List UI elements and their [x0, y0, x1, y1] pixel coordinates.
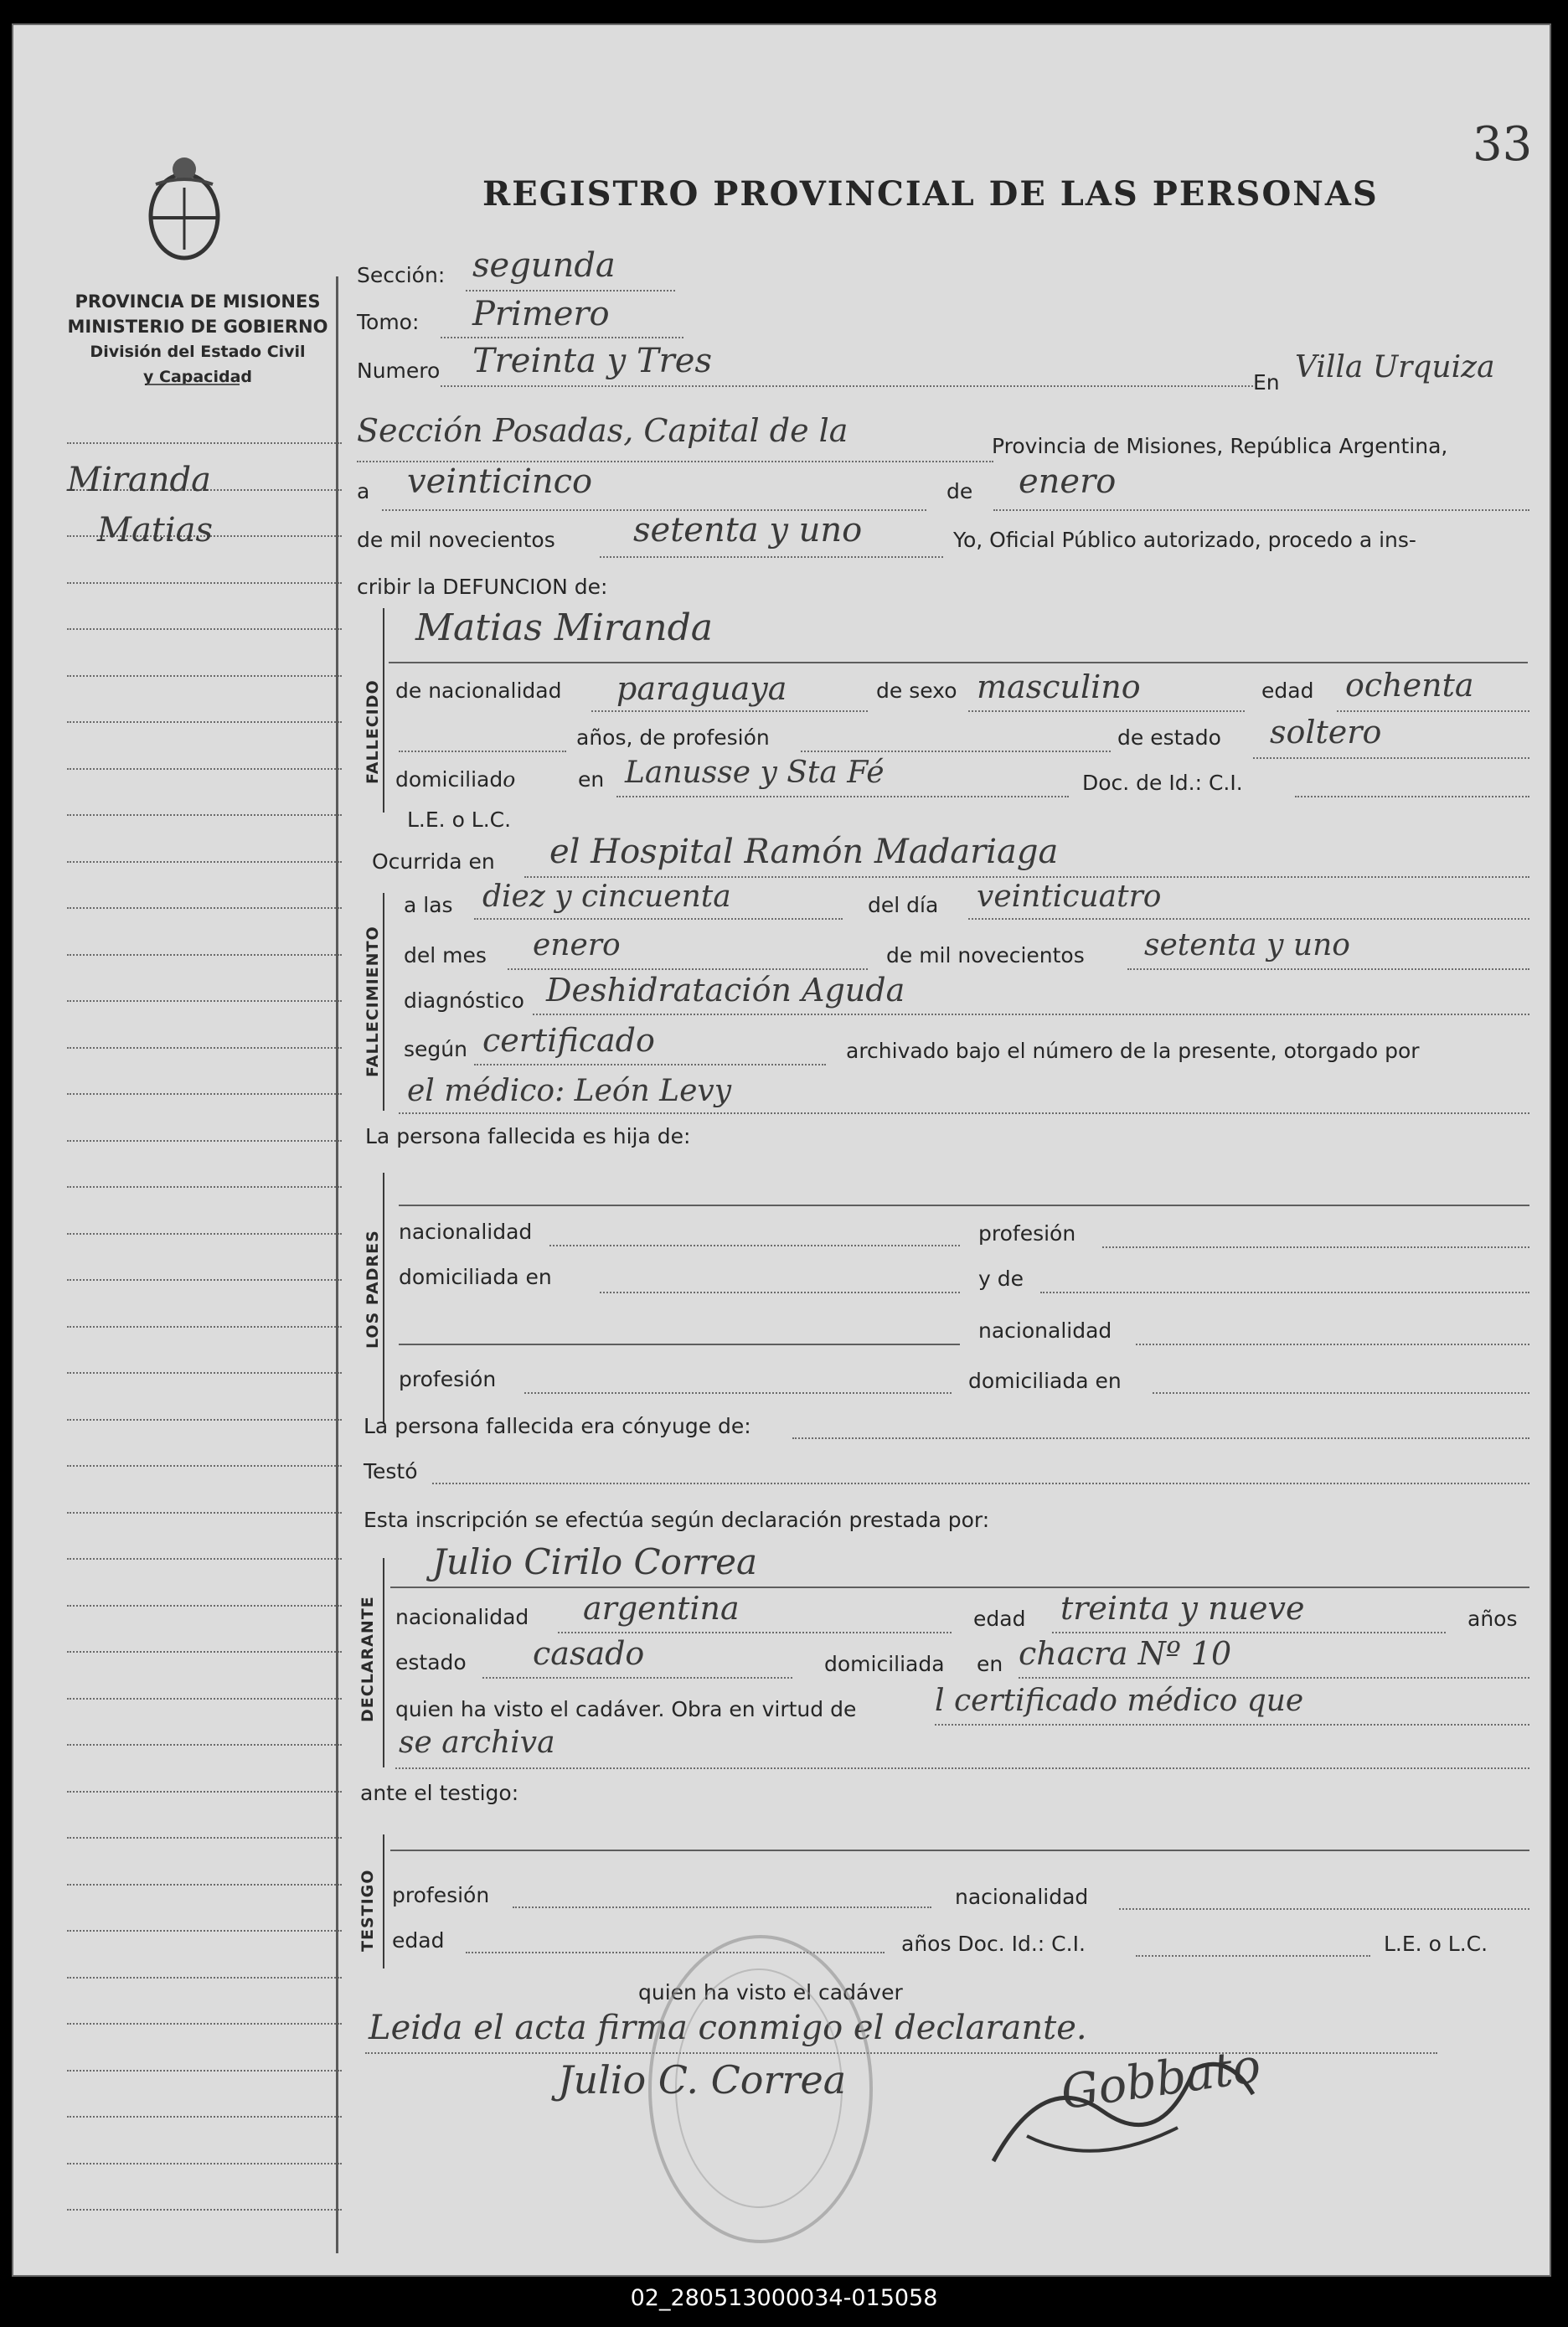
section-fallecimiento: FALLECIMIENTO	[364, 926, 382, 1077]
label-doc-id: Doc. de Id.: C.I.	[1082, 771, 1243, 795]
section-padres: LOS PADRES	[364, 1230, 382, 1349]
label-anos-profesion: años, de profesión	[576, 725, 770, 750]
margin-rule	[67, 1372, 342, 1374]
line-anios	[399, 751, 566, 752]
value-domiciliad-suffix: o	[503, 767, 516, 792]
value-anio: setenta y uno	[633, 511, 863, 550]
label-testigo-anos-doc: años Doc. Id.: C.I.	[901, 1932, 1086, 1956]
label-tomo: Tomo:	[357, 310, 420, 334]
label-archivado: archivado bajo el número de la presente, otorgado por	[846, 1039, 1420, 1063]
label-numero: Numero	[357, 359, 441, 383]
value-medico: el médico: León Levy	[407, 1074, 732, 1108]
line-dia-fallec	[968, 918, 1529, 920]
margin-rule	[67, 1140, 342, 1142]
line-tomo	[441, 337, 683, 338]
line-domicilio	[616, 796, 1069, 797]
line-diagnostico	[533, 1014, 1529, 1015]
margin-surname: Miranda	[67, 461, 211, 499]
line-madre-nombre	[399, 1344, 960, 1345]
value-decl-edad: treinta y nueve	[1060, 1590, 1305, 1627]
value-declarante: Julio Cirilo Correa	[432, 1541, 758, 1582]
line-obra	[935, 1724, 1529, 1726]
value-hora: diez y cincuenta	[482, 880, 731, 914]
line-madre-profesion	[524, 1392, 952, 1394]
label-madre-nacionalidad: nacionalidad	[978, 1318, 1112, 1343]
line-padre-nacionalidad	[549, 1245, 960, 1246]
coat-of-arms-emblem	[141, 151, 228, 265]
label-testo: Testó	[364, 1459, 418, 1483]
margin-rule	[67, 1605, 342, 1607]
margin-rule	[67, 2070, 342, 2072]
line-y-de	[1040, 1292, 1529, 1293]
value-edad: ochenta	[1345, 667, 1474, 704]
line-decl-nacionalidad	[558, 1632, 952, 1633]
line-decl-domicilio	[1019, 1677, 1529, 1679]
margin-rule	[67, 907, 342, 909]
line-edad	[1337, 710, 1529, 712]
line-seccion	[466, 290, 675, 292]
line-testigo-nombre	[390, 1850, 1529, 1851]
margin-rule	[67, 1093, 342, 1095]
label-del-dia: del día	[868, 893, 939, 917]
padres-bracket	[383, 1173, 384, 1424]
margin-rule	[67, 1558, 342, 1560]
label-domiciliad-text: domiciliad	[395, 767, 503, 792]
margin-rule	[67, 1000, 342, 1002]
line-madre-nacionalidad	[1136, 1344, 1529, 1345]
margin-rule	[67, 2116, 342, 2118]
line-testigo-nacionalidad	[1119, 1908, 1529, 1910]
line-testigo-doc	[1136, 1955, 1370, 1957]
line-anio-fallec	[1127, 968, 1529, 970]
margin-rule	[67, 1047, 342, 1049]
margin-rule	[67, 628, 342, 630]
line-decl-estado	[482, 1677, 792, 1679]
line-anio	[600, 556, 943, 558]
label-edad: edad	[1261, 678, 1314, 703]
line-obra2	[395, 1767, 1529, 1769]
margin-rule	[67, 582, 342, 584]
label-ocurrida-en: Ocurrida en	[372, 849, 495, 874]
label-de-estado: de estado	[1117, 725, 1221, 750]
margin-rule	[67, 1651, 342, 1653]
label-de-mil: de mil novecientos	[357, 528, 555, 552]
value-en: Villa Urquiza	[1295, 350, 1495, 384]
value-decl-domicilio: chacra Nº 10	[1019, 1635, 1232, 1672]
header-divider	[147, 384, 240, 385]
line-madre-domiciliada	[1153, 1392, 1529, 1394]
label-de-mil-nov: de mil novecientos	[886, 943, 1085, 967]
line-numero	[441, 385, 1253, 387]
label-segun: según	[404, 1037, 467, 1061]
label-padre-domiciliada: domiciliada en	[399, 1265, 552, 1289]
margin-rule	[67, 1465, 342, 1467]
line-hora	[474, 918, 843, 920]
label-decl-en: en	[977, 1652, 1003, 1676]
label-hija-de: La persona fallecida es hija de:	[365, 1124, 691, 1148]
value-seccion: segunda	[472, 246, 616, 285]
label-decl-estado: estado	[395, 1650, 467, 1674]
line-mes	[993, 509, 1529, 511]
value-anio-fallec: setenta y uno	[1144, 928, 1350, 962]
page-number: 33	[1473, 117, 1533, 172]
margin-rule	[67, 814, 342, 816]
fallecimiento-bracket	[383, 893, 384, 1111]
value-segun: certificado	[482, 1022, 655, 1059]
value-ocurrida: el Hospital Ramón Madariaga	[549, 833, 1059, 871]
label-conyuge: La persona fallecida era cónyuge de:	[364, 1414, 751, 1438]
fallecido-bracket	[383, 608, 384, 813]
value-sexo: masculino	[977, 668, 1141, 705]
line-medico	[399, 1112, 1529, 1114]
margin-divider	[336, 276, 338, 2253]
label-a: a	[357, 479, 370, 503]
label-y-de: y de	[978, 1267, 1024, 1291]
label-del-mes: del mes	[404, 943, 487, 967]
line-sexo	[968, 710, 1245, 712]
declarante-bracket	[383, 1558, 384, 1767]
margin-rule	[67, 1326, 342, 1328]
value-dia: veinticinco	[407, 462, 593, 501]
label-quien-visto-testigo: quien ha visto el cadáver	[638, 1980, 903, 2005]
value-numero: Treinta y Tres	[472, 342, 712, 380]
label-padre-profesion: profesión	[978, 1221, 1076, 1246]
office-province: PROVINCIA DE MISIONES	[75, 292, 321, 312]
office-capacity: y Capacidad	[143, 368, 252, 386]
label-inscribir: cribir la DEFUNCION de:	[357, 575, 608, 599]
line-nombre	[389, 662, 1528, 663]
value-decl-estado: casado	[533, 1635, 645, 1672]
label-de-nacionalidad: de nacionalidad	[395, 678, 562, 703]
line-padre-domiciliada	[600, 1292, 960, 1293]
value-obra: l certificado médico que	[935, 1684, 1304, 1718]
label-padre-nacionalidad: nacionalidad	[399, 1220, 533, 1244]
line-testo	[432, 1483, 1529, 1484]
label-en: En	[1253, 370, 1280, 395]
label-de: de	[946, 479, 973, 503]
value-nombre: Matias Miranda	[415, 606, 713, 649]
margin-rule	[67, 442, 342, 444]
value-obra2: se archiva	[399, 1726, 555, 1760]
value-mes: enero	[1019, 462, 1117, 501]
signature-declarante: Julio C. Correa	[558, 2057, 847, 2103]
label-inscripcion: Esta inscripción se efectúa según declaración prestada por:	[364, 1508, 990, 1532]
margin-rule	[67, 1884, 342, 1886]
value-domicilio: Lanusse y Sta Fé	[625, 756, 885, 790]
margin-rule	[67, 861, 342, 863]
label-madre-profesion: profesión	[399, 1367, 497, 1391]
line-mes-fallec	[508, 968, 868, 970]
section-declarante: DECLARANTE	[358, 1596, 377, 1722]
line-padre-nombre	[399, 1205, 1529, 1206]
label-decl-edad: edad	[973, 1607, 1026, 1631]
label-de-sexo: de sexo	[876, 678, 957, 703]
line-testigo-edad	[466, 1952, 885, 1953]
office-division: División del Estado Civil	[90, 343, 306, 361]
margin-rule	[67, 721, 342, 723]
testigo-bracket	[383, 1834, 384, 1968]
label-domiciliad	[395, 767, 515, 792]
margin-rule	[67, 1512, 342, 1514]
signature-flourish	[977, 2035, 1278, 2178]
label-le-lc: L.E. o L.C.	[407, 807, 512, 832]
label-decl-nacionalidad: nacionalidad	[395, 1605, 529, 1629]
image-caption: 02_280513000034-015058	[630, 2285, 938, 2311]
value-dia-fallec: veinticuatro	[977, 880, 1162, 914]
issuing-office	[39, 289, 357, 390]
label-ante-testigo: ante el testigo:	[360, 1781, 519, 1805]
line-segun	[474, 1064, 826, 1065]
margin-rule	[67, 2023, 342, 2025]
margin-rule	[67, 1698, 342, 1700]
margin-rule	[67, 954, 342, 956]
label-testigo-edad: edad	[392, 1928, 445, 1953]
label-seccion: Sección:	[357, 263, 446, 287]
margin-given-name: Matias	[97, 511, 214, 550]
value-seccion-line: Sección Posadas, Capital de la	[357, 412, 848, 449]
line-decl-edad	[1052, 1632, 1446, 1633]
line-testigo-profesion	[513, 1906, 931, 1908]
line-declarante	[390, 1587, 1529, 1588]
label-yo-oficial: Yo, Oficial Público autorizado, procedo a ins-	[953, 528, 1416, 552]
line-estado	[1253, 757, 1529, 759]
line-ocurrida	[524, 876, 1529, 878]
label-diagnostico: diagnóstico	[404, 988, 524, 1013]
margin-rule	[67, 1837, 342, 1839]
line-doc-id	[1295, 796, 1529, 797]
margin-rule	[67, 1744, 342, 1746]
value-decl-nacionalidad: argentina	[583, 1590, 740, 1627]
label-en-domicilio: en	[578, 767, 605, 792]
value-nacionalidad: paraguaya	[616, 670, 787, 707]
margin-rule	[67, 675, 342, 677]
label-testigo-nacionalidad: nacionalidad	[955, 1885, 1089, 1909]
margin-rule	[67, 1279, 342, 1281]
margin-rule	[67, 1419, 342, 1421]
label-a-las: a las	[404, 893, 453, 917]
label-madre-domiciliada: domiciliada en	[968, 1369, 1122, 1393]
margin-rule	[67, 1186, 342, 1188]
margin-rule	[67, 1791, 342, 1793]
margin-rule	[67, 1930, 342, 1932]
value-leida: Leida el acta firma conmigo el declarante.	[369, 2009, 1087, 2047]
margin-rule	[67, 2163, 342, 2164]
line-conyuge	[792, 1437, 1529, 1439]
line-padre-profesion	[1102, 1246, 1529, 1248]
label-decl-anos: años	[1467, 1607, 1518, 1631]
value-estado: soltero	[1270, 714, 1382, 751]
margin-rule	[67, 1977, 342, 1979]
label-decl-domiciliada: domiciliada	[824, 1652, 945, 1676]
label-testigo-profesion: profesión	[392, 1883, 490, 1907]
value-tomo: Primero	[472, 295, 610, 333]
margin-rule	[67, 2209, 342, 2211]
margin-rule	[67, 1233, 342, 1235]
line-nacionalidad	[591, 710, 868, 712]
value-diagnostico: Deshidratación Aguda	[546, 972, 905, 1009]
document-title: REGISTRO PROVINCIAL DE LAS PERSONAS	[482, 174, 1379, 214]
label-quien-visto: quien ha visto el cadáver. Obra en virtud de	[395, 1697, 857, 1721]
line-profesion	[801, 751, 1111, 752]
label-provincia: Provincia de Misiones, República Argentina,	[992, 434, 1448, 458]
section-testigo: TESTIGO	[358, 1869, 377, 1952]
label-testigo-le-lc: L.E. o L.C.	[1384, 1932, 1488, 1956]
office-ministry: MINISTERIO DE GOBIERNO	[67, 317, 328, 337]
section-fallecido: FALLECIDO	[364, 679, 382, 784]
signature-oficial: Gobbato	[1057, 2038, 1265, 2121]
margin-rule	[67, 768, 342, 770]
certificate-page	[12, 23, 1551, 2277]
value-mes-fallec: enero	[533, 928, 621, 962]
